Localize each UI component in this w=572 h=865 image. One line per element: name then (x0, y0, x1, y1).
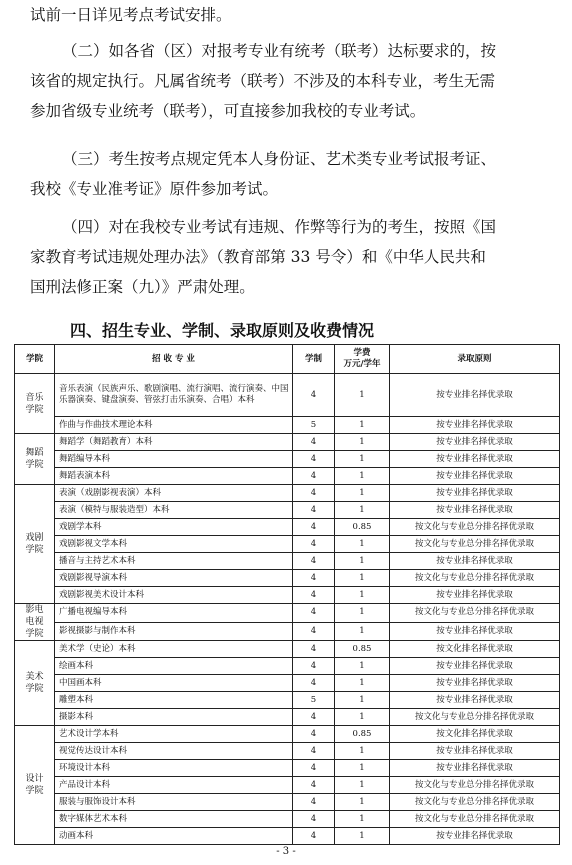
fee-cell: 1 (335, 743, 390, 760)
principle-cell: 按专业排名择优录取 (390, 760, 560, 777)
college-cell: 设计 学院 (15, 726, 55, 845)
fee-cell: 1 (335, 417, 390, 434)
major-cell: 戏剧影视文学本科 (55, 536, 293, 553)
principle-cell: 按专业排名择优录取 (390, 692, 560, 709)
table-row (15, 451, 560, 468)
duration-cell: 4 (293, 502, 335, 519)
fee-cell: 1 (335, 468, 390, 485)
major-cell: 舞蹈编导本科 (55, 451, 293, 468)
fee-cell: 1 (335, 692, 390, 709)
duration-cell: 4 (293, 811, 335, 828)
major-cell: 绘画本科 (55, 658, 293, 675)
paragraph-line: （三）考生按考点规定凭本人身份证、艺术类专业考试报考证、 (62, 150, 497, 168)
fee-cell: 0.85 (335, 641, 390, 658)
table-row (15, 743, 560, 760)
table-row (15, 434, 560, 451)
principle-cell: 按专业排名择优录取 (390, 743, 560, 760)
principle-cell: 按专业排名择优录取 (390, 675, 560, 692)
duration-cell: 4 (293, 743, 335, 760)
principle-cell: 按文化与专业总分排名择优录取 (390, 570, 560, 587)
table-row (15, 828, 560, 845)
fee-cell: 1 (335, 675, 390, 692)
college-cell: 影电 电视 学院 (15, 604, 55, 641)
major-cell: 舞蹈表演本科 (55, 468, 293, 485)
header-fee (335, 345, 390, 374)
major-cell: 播音与主持艺术本科 (55, 553, 293, 570)
fee-cell: 1 (335, 553, 390, 570)
section-title: 四、招生专业、学制、录取原则及收费情况 (70, 321, 375, 340)
table-row (15, 502, 560, 519)
fee-cell: 1 (335, 622, 390, 641)
principle-cell: 按专业排名择优录取 (390, 451, 560, 468)
header-major: 招 收 专 业 (55, 345, 293, 374)
table-row (15, 536, 560, 553)
duration-cell: 4 (293, 726, 335, 743)
table-body (15, 374, 560, 845)
major-cell: 作曲与作曲技术理论本科 (55, 417, 293, 434)
fee-cell: 0.85 (335, 726, 390, 743)
paragraph (30, 144, 545, 204)
duration-cell: 5 (293, 692, 335, 709)
duration-cell: 4 (293, 675, 335, 692)
table-row (15, 485, 560, 502)
table-row (15, 553, 560, 570)
header-college: 学院 (15, 345, 55, 374)
duration-cell: 4 (293, 451, 335, 468)
table-row (15, 692, 560, 709)
fee-cell: 1 (335, 828, 390, 845)
fee-cell: 1 (335, 502, 390, 519)
duration-cell: 4 (293, 777, 335, 794)
major-cell: 服装与服饰设计本科 (55, 794, 293, 811)
fee-cell: 1 (335, 536, 390, 553)
duration-cell: 5 (293, 417, 335, 434)
duration-cell: 4 (293, 622, 335, 641)
table-row (15, 468, 560, 485)
header-fee-line1: 学费 (353, 348, 371, 358)
table-header-row (15, 345, 560, 374)
paragraph-line: （四）对在我校专业考试有违规、作弊等行为的考生，按照《国 (62, 218, 497, 236)
major-cell: 动画本科 (55, 828, 293, 845)
principle-cell: 按专业排名择优录取 (390, 658, 560, 675)
fee-cell: 1 (335, 434, 390, 451)
fee-cell: 0.85 (335, 519, 390, 536)
table-row (15, 604, 560, 623)
college-cell: 美术 学院 (15, 641, 55, 726)
principle-cell: 按文化与专业总分排名择优录取 (390, 604, 560, 623)
table-row (15, 570, 560, 587)
principle-cell: 按专业排名择优录取 (390, 553, 560, 570)
paragraph-line: 我校《专业准考证》原件参加考试。 (30, 180, 279, 198)
major-cell: 摄影本科 (55, 709, 293, 726)
duration-cell: 4 (293, 536, 335, 553)
paragraph-line: 家教育考试违规处理办法》（教育部第 33 号令）和《中华人民共和 (30, 248, 486, 266)
table-row (15, 794, 560, 811)
fee-cell: 1 (335, 604, 390, 623)
duration-cell: 4 (293, 794, 335, 811)
duration-cell: 4 (293, 468, 335, 485)
major-cell: 产品设计本科 (55, 777, 293, 794)
table-row (15, 519, 560, 536)
fee-cell: 1 (335, 777, 390, 794)
paragraph (30, 36, 545, 126)
major-cell: 环境设计本科 (55, 760, 293, 777)
major-cell: 戏剧学本科 (55, 519, 293, 536)
duration-cell: 4 (293, 641, 335, 658)
table-row (15, 777, 560, 794)
table-row (15, 709, 560, 726)
principle-cell: 按专业排名择优录取 (390, 622, 560, 641)
college-cell: 舞蹈 学院 (15, 434, 55, 485)
fee-cell: 1 (335, 760, 390, 777)
major-cell: 影视摄影与制作本科 (55, 622, 293, 641)
major-cell: 表演（模特与服装造型）本科 (55, 502, 293, 519)
fee-cell: 1 (335, 374, 390, 417)
duration-cell: 4 (293, 587, 335, 604)
major-cell: 中国画本科 (55, 675, 293, 692)
header-fee-line2: 万元/学年 (343, 359, 381, 369)
duration-cell: 4 (293, 553, 335, 570)
table-row (15, 622, 560, 641)
table-row (15, 726, 560, 743)
fee-cell: 1 (335, 794, 390, 811)
major-cell: 戏剧影视美术设计本科 (55, 587, 293, 604)
principle-cell: 按文化与专业总分排名择优录取 (390, 794, 560, 811)
duration-cell: 4 (293, 604, 335, 623)
admissions-table (14, 344, 560, 845)
principle-cell: 按专业排名择优录取 (390, 485, 560, 502)
fee-cell: 1 (335, 709, 390, 726)
duration-cell: 4 (293, 485, 335, 502)
table-row (15, 641, 560, 658)
fee-cell: 1 (335, 811, 390, 828)
table-row (15, 417, 560, 434)
fee-cell: 1 (335, 451, 390, 468)
paragraph-line: 国刑法修正案（九）》严肃处理。 (30, 278, 255, 296)
principle-cell: 按文化与专业总分排名择优录取 (390, 777, 560, 794)
major-cell: 广播电视编导本科 (55, 604, 293, 623)
principle-cell: 按文化与专业总分排名择优录取 (390, 709, 560, 726)
duration-cell: 4 (293, 570, 335, 587)
principle-cell: 按文化与专业总分排名择优录取 (390, 811, 560, 828)
principle-cell: 按文化排名择优录取 (390, 726, 560, 743)
duration-cell: 4 (293, 374, 335, 417)
major-cell: 雕塑本科 (55, 692, 293, 709)
major-cell: 音乐表演（民族声乐、歌剧演唱、流行演唱、流行演奏、中国乐器演奏、键盘演奏、管弦打击乐演奏、合唱）本科 (55, 374, 293, 417)
fee-cell: 1 (335, 587, 390, 604)
paragraph-line: （二）如各省（区）对报考专业有统考（联考）达标要求的，按 (62, 42, 497, 60)
principle-cell: 按文化排名择优录取 (390, 641, 560, 658)
principle-cell: 按专业排名择优录取 (390, 417, 560, 434)
table-row (15, 675, 560, 692)
table-row (15, 587, 560, 604)
duration-cell: 4 (293, 434, 335, 451)
header-duration: 学制 (293, 345, 335, 374)
duration-cell: 4 (293, 519, 335, 536)
principle-cell: 按专业排名择优录取 (390, 374, 560, 417)
duration-cell: 4 (293, 760, 335, 777)
paragraph-line: 该省的规定执行。凡属省统考（联考）不涉及的本科专业，考生无需 (30, 72, 496, 90)
paragraph-line: 试前一日详见考点考试安排。 (30, 6, 232, 24)
table-row (15, 811, 560, 828)
fee-cell: 1 (335, 658, 390, 675)
duration-cell: 4 (293, 709, 335, 726)
major-cell: 表演（戏剧影视表演）本科 (55, 485, 293, 502)
page-number: - 3 - (276, 846, 296, 857)
fee-cell: 1 (335, 570, 390, 587)
header-principle: 录取原则 (390, 345, 560, 374)
principle-cell: 按专业排名择优录取 (390, 434, 560, 451)
principle-cell: 按专业排名择优录取 (390, 828, 560, 845)
major-cell: 舞蹈学（舞蹈教育）本科 (55, 434, 293, 451)
duration-cell: 4 (293, 658, 335, 675)
principle-cell: 按专业排名择优录取 (390, 468, 560, 485)
principle-cell: 按文化与专业总分排名择优录取 (390, 536, 560, 553)
paragraph-line: 参加省级专业统考（联考），可直接参加我校的专业考试。 (30, 102, 426, 120)
table-row (15, 658, 560, 675)
major-cell: 戏剧影视导演本科 (55, 570, 293, 587)
principle-cell: 按专业排名择优录取 (390, 502, 560, 519)
major-cell: 视觉传达设计本科 (55, 743, 293, 760)
paragraph (30, 212, 545, 302)
principle-cell: 按专业排名择优录取 (390, 587, 560, 604)
fee-cell: 1 (335, 485, 390, 502)
duration-cell: 4 (293, 828, 335, 845)
major-cell: 艺术设计学本科 (55, 726, 293, 743)
major-cell: 数字媒体艺术本科 (55, 811, 293, 828)
paragraph (30, 0, 545, 30)
college-cell: 戏剧 学院 (15, 485, 55, 604)
principle-cell: 按文化与专业总分排名择优录取 (390, 519, 560, 536)
major-cell: 美术学（史论）本科 (55, 641, 293, 658)
table-row (15, 374, 560, 417)
table-row (15, 760, 560, 777)
college-cell: 音乐 学院 (15, 374, 55, 434)
